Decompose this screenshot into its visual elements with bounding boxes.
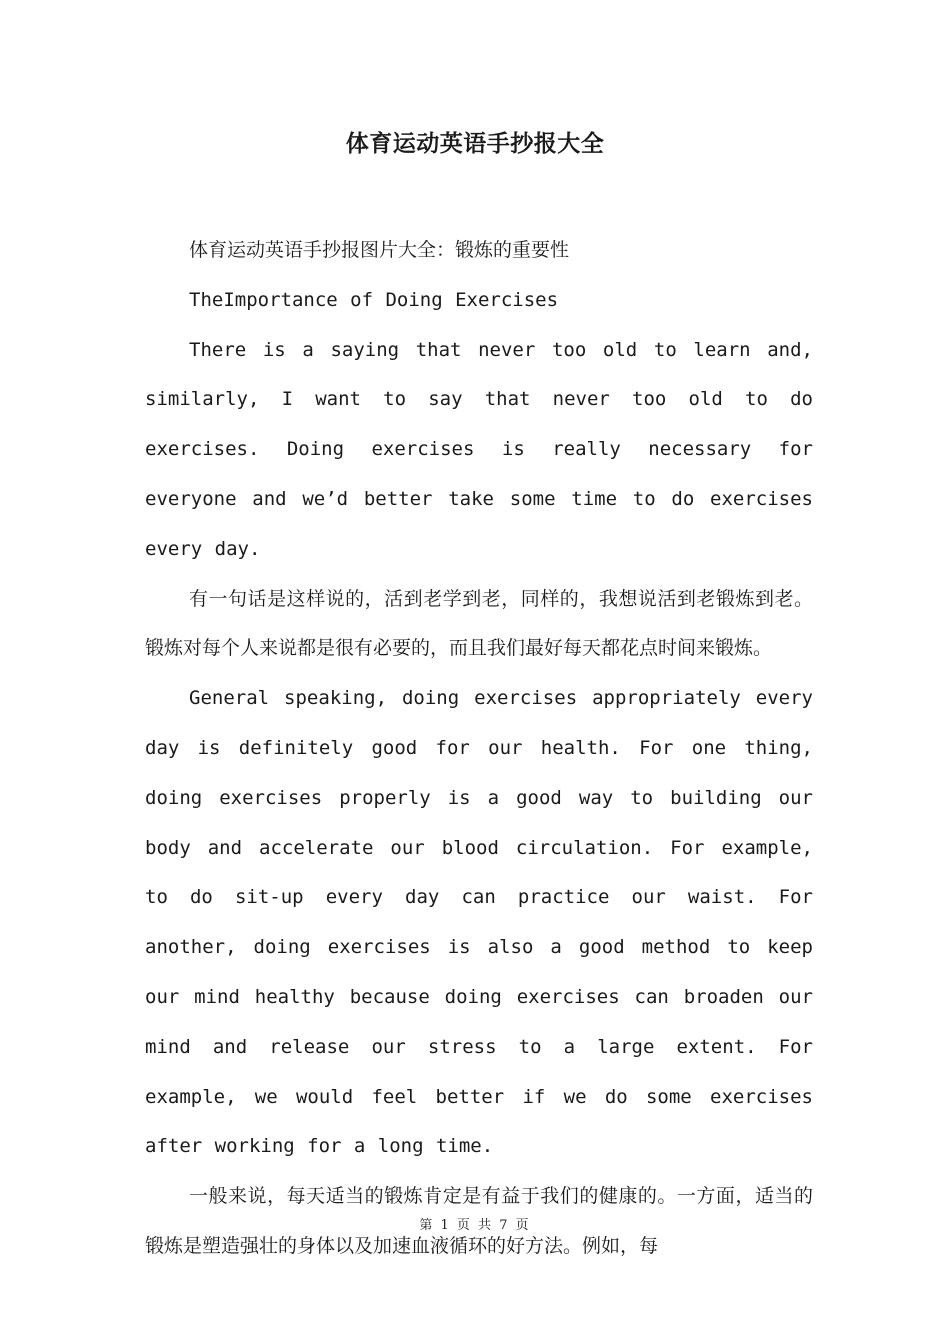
english-heading-paragraph: TheImportance of Doing Exercises xyxy=(189,288,559,311)
subtitle-paragraph: 体育运动英语手抄报图片大全：锻炼的重要性 xyxy=(189,239,570,261)
chinese-paragraph-intro: 有一句话是这样说的，活到老学到老，同样的，我想说活到老锻炼到老。锻炼对每个人来说都是很有必要的，而且我们最好每天都花点时间来锻炼。 xyxy=(145,587,813,660)
chinese-paragraph-benefits: 一般来说，每天适当的锻炼肯定是有益于我们的健康的。一方面，适当的锻炼是塑造强壮的身体以及加速血液循环的好方法。例如，每 xyxy=(145,1185,813,1257)
english-paragraph-intro: There is a saying that never too old to learn and, similarly, I want to say that never too old to do exercises. Doing exercises is really necessary for everyone and we’d better take some time to do exercises every day. xyxy=(145,338,813,560)
english-paragraph-benefits: General speaking, doing exercises appropriately every day is definitely good for our health. For one thing, doing exercises properly is a good way to building our body and accelerate our blood circulation. For example, to do sit-up every day can practice our waist. For another, doing exercises is also a good method to keep our mind healthy because doing exercises can broaden our mind and release our stress to a large extent. For example, we would feel better if we do some exercises after working for a long time. xyxy=(145,687,813,1158)
document-body xyxy=(145,226,813,1272)
page-footer: 第 1 页 共 7 页 xyxy=(419,1218,531,1233)
document-title: 体育运动英语手抄报大全 xyxy=(345,130,605,157)
